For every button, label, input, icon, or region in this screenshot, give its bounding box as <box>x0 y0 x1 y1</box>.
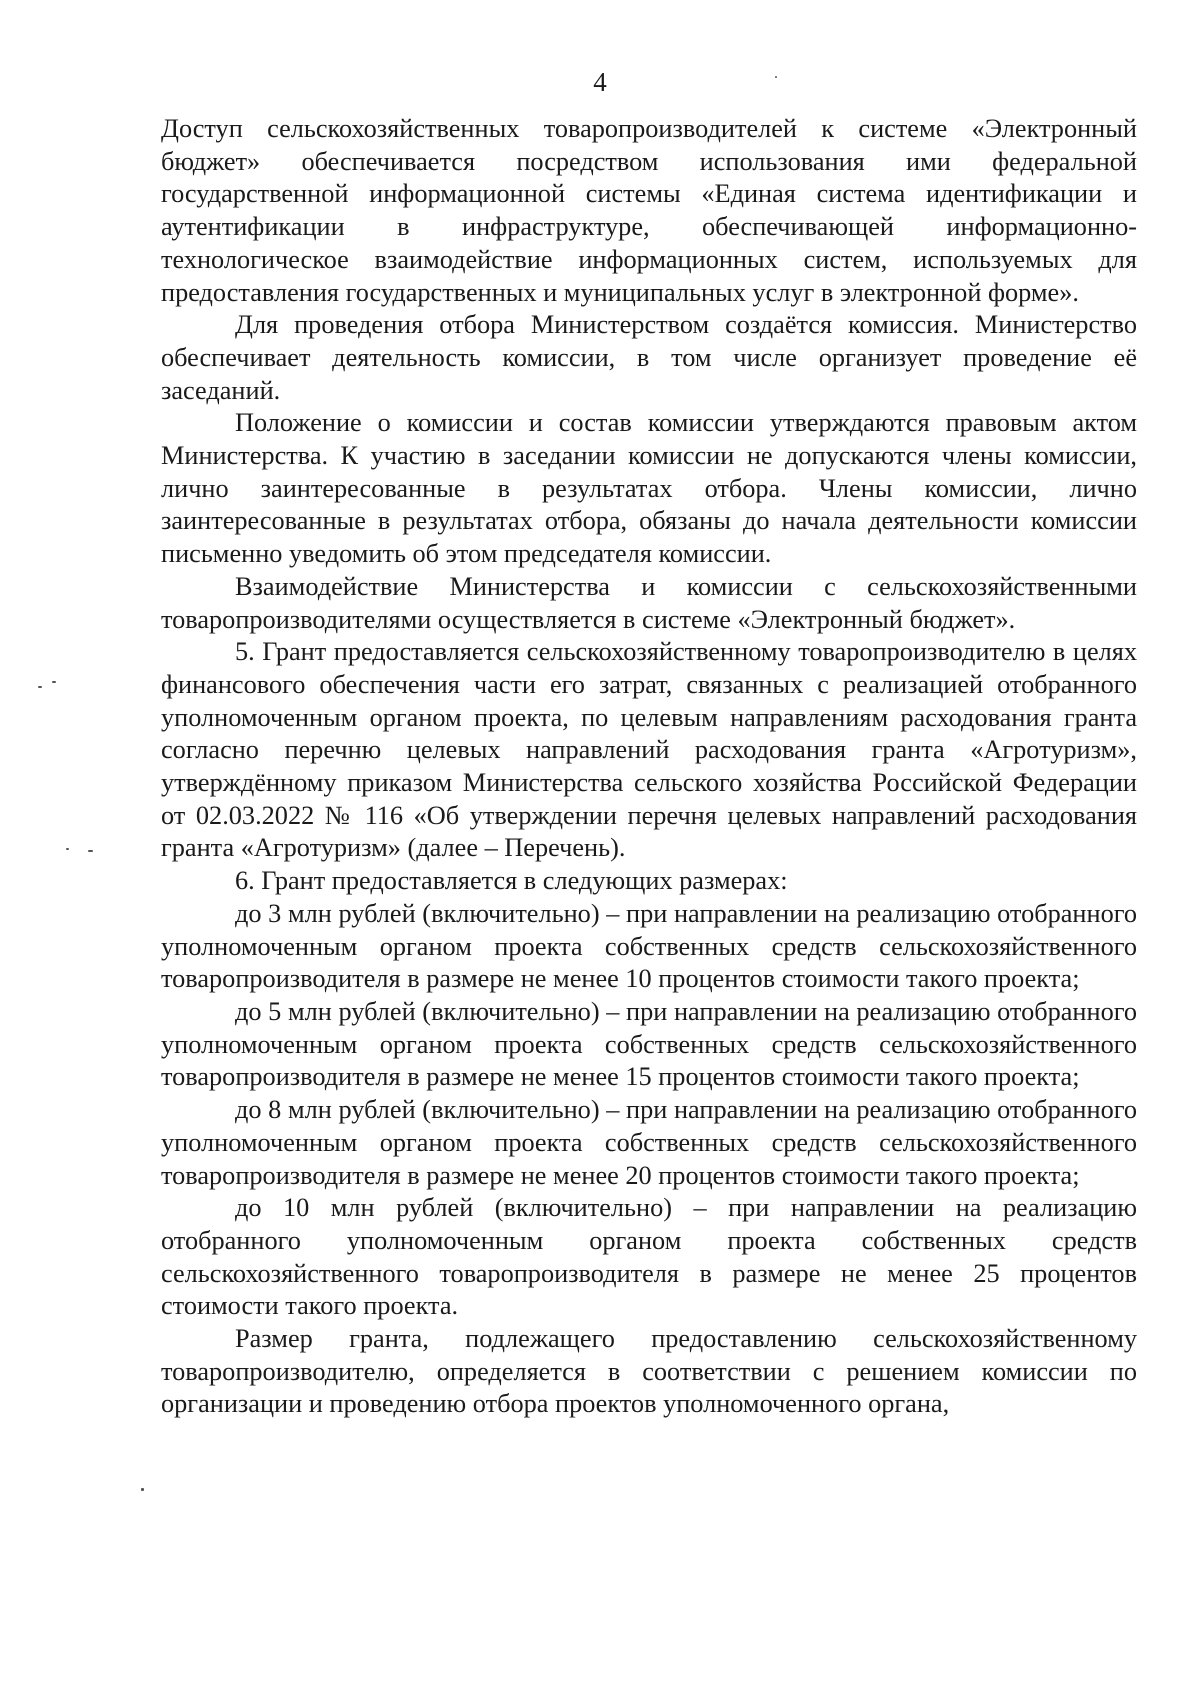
scan-speck <box>52 681 56 683</box>
paragraph-item-5: 5. Грант предоставляется сельскохозяйственному товаропроизводителю в целях финансового обеспечения части его затрат, связанных с реализацией отобранного уполномоченным органом проекта, по целевым направлениям расходования гранта согласно перечню целевых направлений расходования гранта «Агротуризм», утверждённому приказом Министерства сельского хозяйства Российской Федерации от 02.03.2022 № 116 «Об утверждении перечня целевых направлений расходования гранта «Агротуризм» (далее – Перечень). <box>161 637 1137 863</box>
scan-speck <box>66 848 69 850</box>
scan-speck <box>88 850 93 852</box>
paragraph-interaction: Взаимодействие Министерства и комиссии с сельскохозяйственными товаропроизводителями осуществляется в системе «Электронный бюджет». <box>161 571 1137 634</box>
document-body <box>161 113 1137 1421</box>
scan-speck <box>141 1488 144 1491</box>
paragraph-item-6: 6. Грант предоставляется в следующих размерах: <box>235 866 788 896</box>
paragraph-commission-creation: Для проведения отбора Министерством создаётся комиссия. Министерство обеспечивает деятельность комиссии, в том числе организует проведение её заседаний. <box>161 310 1137 405</box>
grant-tier-3mln: до 3 млн рублей (включительно) – при направлении на реализацию отобранного уполномоченным органом проекта собственных средств сельскохозяйственного товаропроизводителя в размере не менее 10 процентов стоимости такого проекта; <box>161 898 1137 994</box>
grant-tier-10mln: до 10 млн рублей (включительно) – при направлении на реализацию отобранного уполномоченным органом проекта собственных средств сельскохозяйственного товаропроизводителя в размере не менее 25 процентов стоимости такого проекта. <box>161 1193 1137 1321</box>
paragraph-electronic-budget-access: Доступ сельскохозяйственных товаропроизводителей к системе «Электронный бюджет» обеспечивается посредством использования ими федеральной государственной информационной системы «Единая система идентификации и аутентификации в инфраструктуре, обеспечивающей информационно-технологическое взаимодействие информационных систем, используемых для предоставления государственных и муниципальных услуг в электронной форме». <box>161 114 1137 307</box>
page-number: 4 <box>593 67 607 97</box>
grant-tier-8mln: до 8 млн рублей (включительно) – при направлении на реализацию отобранного уполномоченным органом проекта собственных средств сельскохозяйственного товаропроизводителя в размере не менее 20 процентов стоимости такого проекта; <box>161 1095 1137 1190</box>
paragraph-commission-regulation: Положение о комиссии и состав комиссии утверждаются правовым актом Министерства. К участию в заседании комиссии не допускаются члены комиссии, лично заинтересованные в результатах отбора. Члены комиссии, лично заинтересованные в результатах отбора, обязаны до начала деятельности комиссии письменно уведомить об этом председателя комиссии. <box>161 408 1137 569</box>
paragraph-grant-size: Размер гранта, подлежащего предоставлению сельскохозяйственному товаропроизводителю, определяется в соответствии с решением комиссии по организации и проведению отбора проектов уполномоченного органа, <box>161 1324 1137 1419</box>
scan-speck <box>775 76 777 78</box>
scan-speck <box>38 686 42 688</box>
grant-tier-5mln: до 5 млн рублей (включительно) – при направлении на реализацию отобранного уполномоченным органом проекта собственных средств сельскохозяйственного товаропроизводителя в размере не менее 15 процентов стоимости такого проекта; <box>161 996 1137 1092</box>
